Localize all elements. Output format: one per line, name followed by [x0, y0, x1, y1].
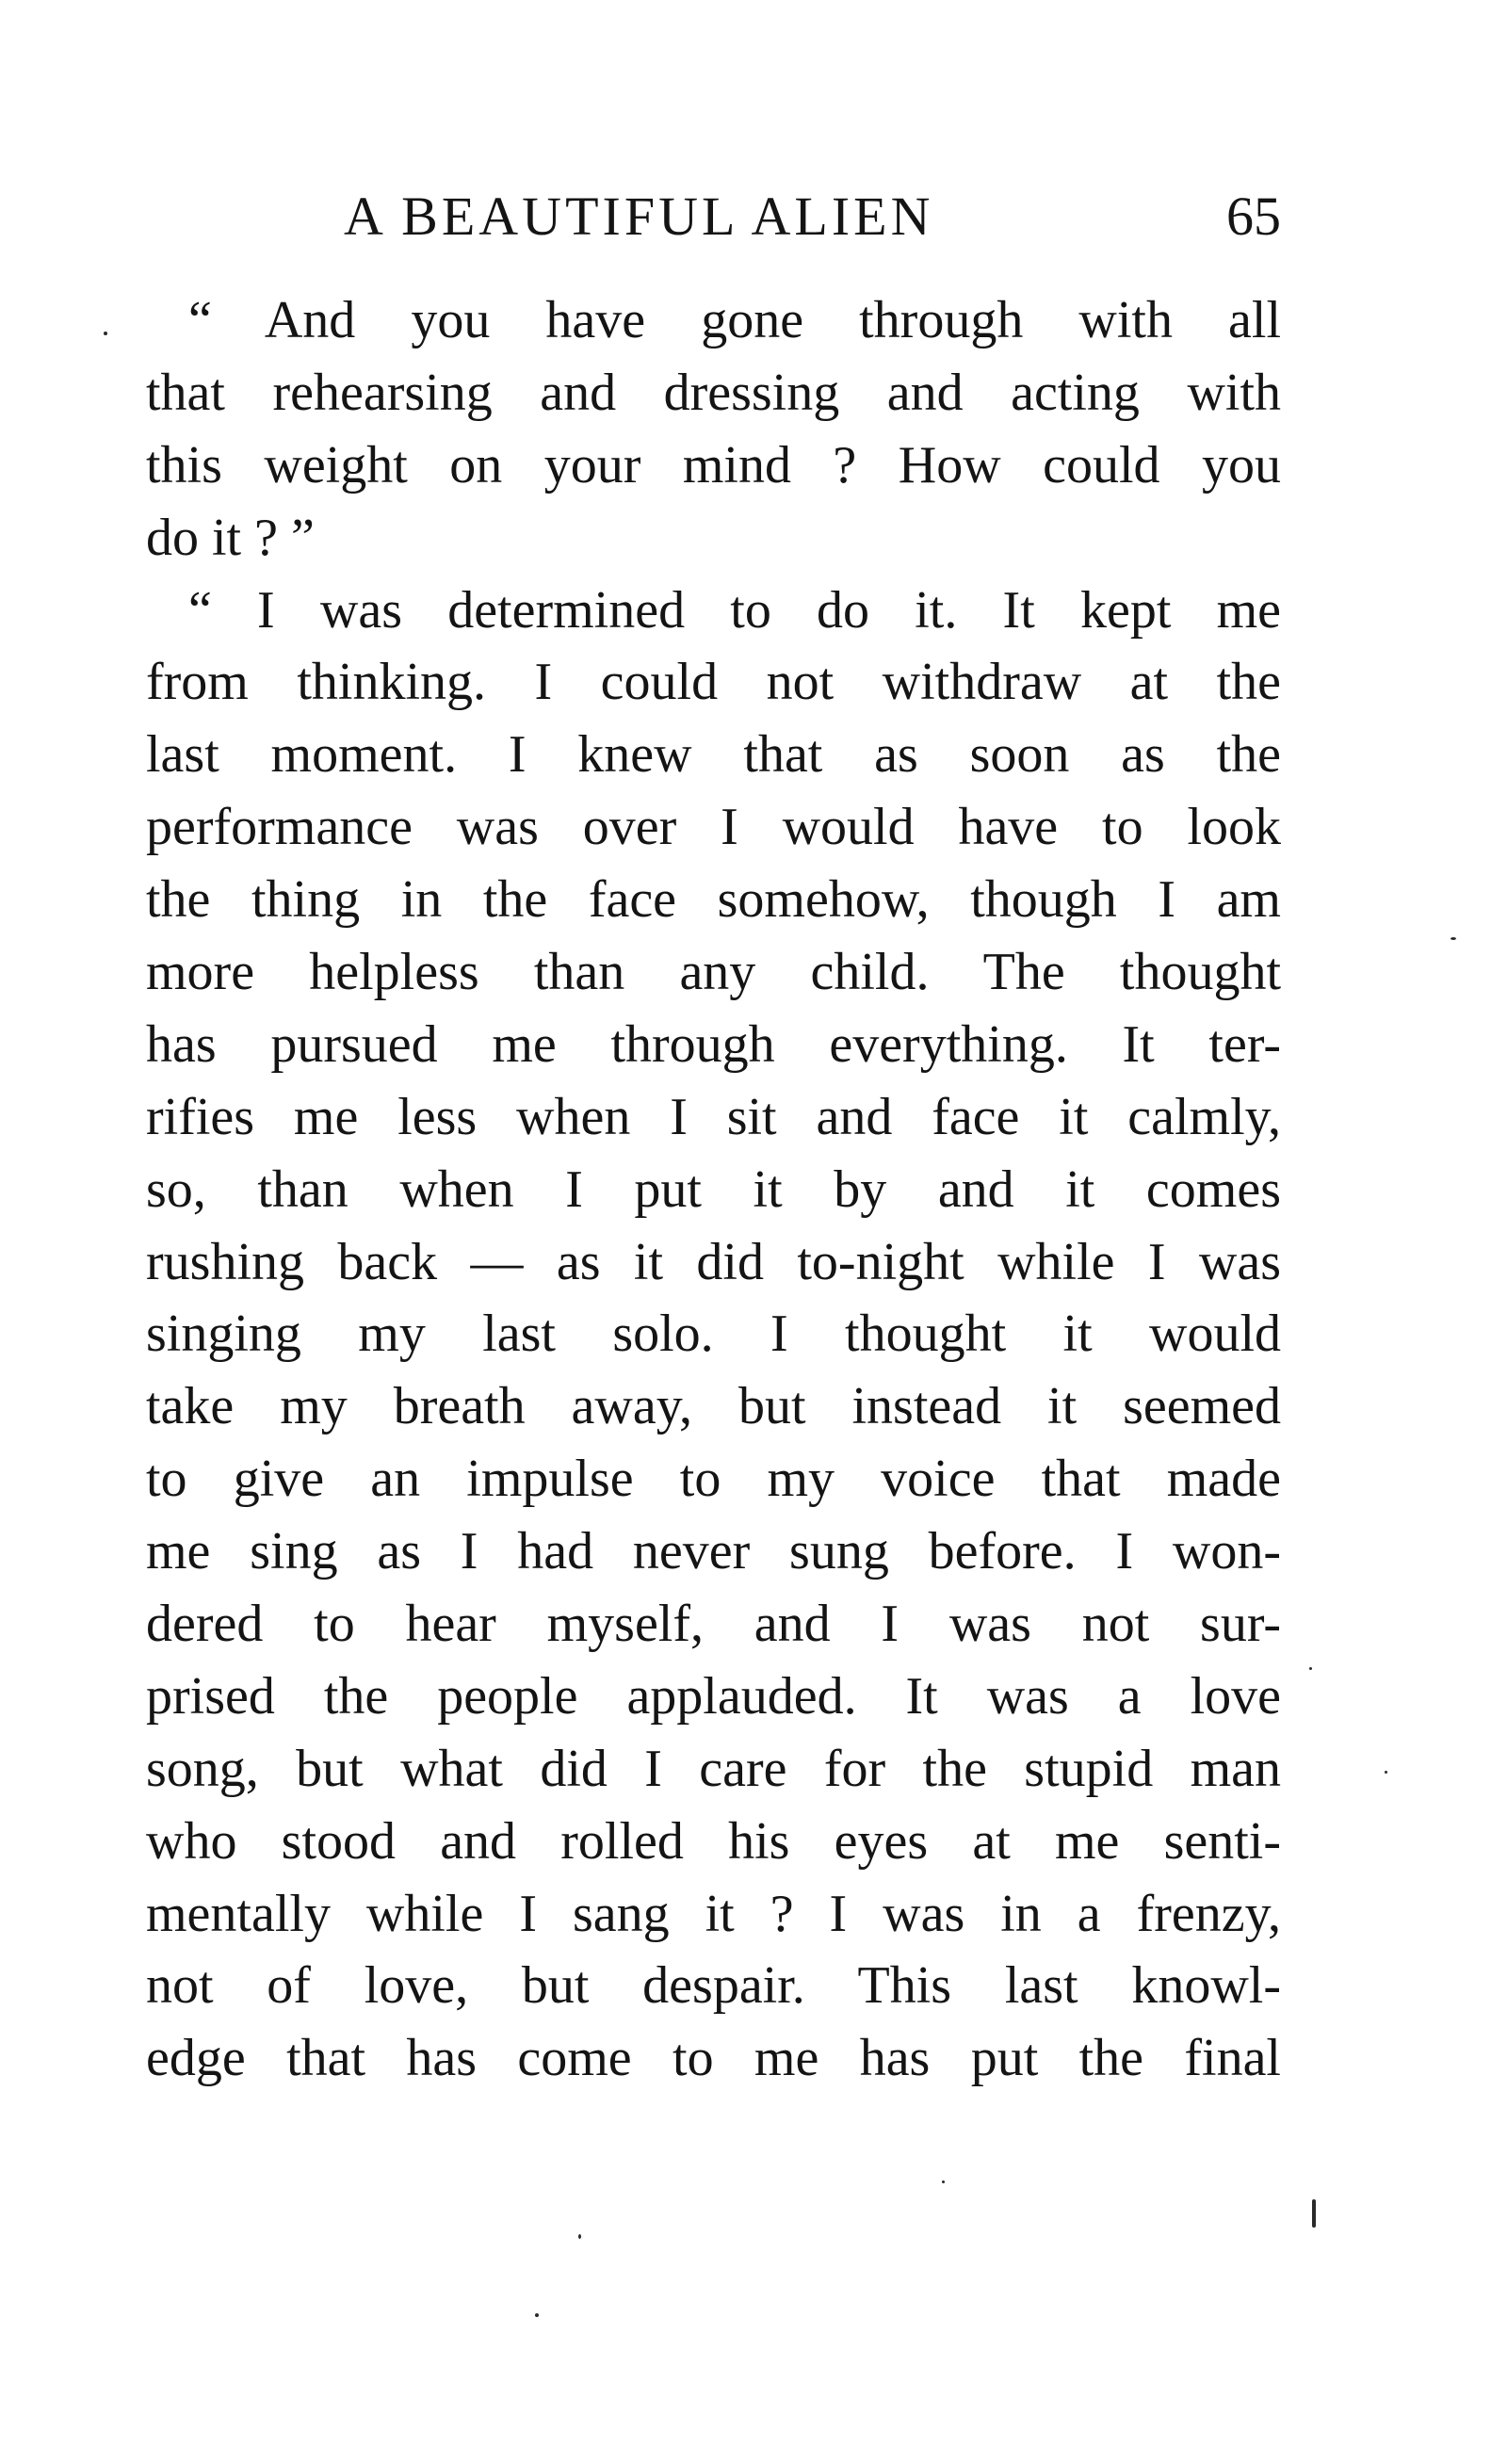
text-line: this weight on your mind ? How could you: [146, 435, 1281, 494]
text-line: that rehearsing and dressing and acting with: [146, 363, 1281, 422]
text-line: me sing as I had never sung before. I won-: [146, 1522, 1281, 1581]
text-line: “ I was determined to do it. It kept me: [188, 580, 1281, 640]
text-line: from thinking. I could not withdraw at the: [146, 653, 1281, 712]
text-line: performance was over I would have to look: [146, 798, 1281, 857]
text-line: not of love, but despair. This last knowl-: [146, 1956, 1281, 2016]
scan-speck: [1450, 937, 1456, 940]
scan-speck: [942, 2180, 945, 2183]
text-line: song, but what did I care for the stupid man: [146, 1739, 1281, 1798]
text-line: “ And you have gone through with all: [188, 291, 1281, 349]
scan-speck: [1385, 1771, 1387, 1774]
scan-speck: [1309, 1667, 1312, 1670]
text-line: so, than when I put it by and it comes: [146, 1159, 1281, 1219]
running-head: [146, 179, 1281, 254]
text-line: singing my last solo. I thought it would: [146, 1305, 1281, 1364]
body-text: [146, 284, 1281, 2095]
text-line: who stood and rolled his eyes at me senti-: [146, 1811, 1281, 1871]
scan-speck: [1312, 2199, 1316, 2228]
scan-speck: [535, 2313, 539, 2317]
text-line: do it ? ”: [146, 508, 315, 567]
text-line: prised the people applauded. It was a love: [146, 1666, 1281, 1726]
text-line: mentally while I sang it ? I was in a frenzy,: [146, 1884, 1281, 1943]
page-number: 65: [1226, 186, 1281, 247]
text-line: rushing back — as it did to-night while I was: [146, 1232, 1281, 1291]
running-title: A BEAUTIFUL ALIEN: [344, 186, 934, 247]
scan-speck: [104, 332, 107, 335]
text-line: last moment. I knew that as soon as the: [146, 725, 1281, 785]
text-line: to give an impulse to my voice that made: [146, 1450, 1281, 1509]
text-line: rifies me less when I sit and face it calmly,: [146, 1087, 1281, 1146]
text-line: take my breath away, but instead it seemed: [146, 1377, 1281, 1436]
text-line: has pursued me through everything. It ter-: [146, 1014, 1281, 1074]
text-line: more helpless than any child. The thought: [146, 943, 1281, 1002]
text-line: dered to hear myself, and I was not sur-: [146, 1595, 1281, 1654]
text-line: edge that has come to me has put the final: [146, 2029, 1281, 2088]
scan-speck: [578, 2234, 581, 2239]
text-line: the thing in the face somehow, though I am: [146, 870, 1281, 930]
